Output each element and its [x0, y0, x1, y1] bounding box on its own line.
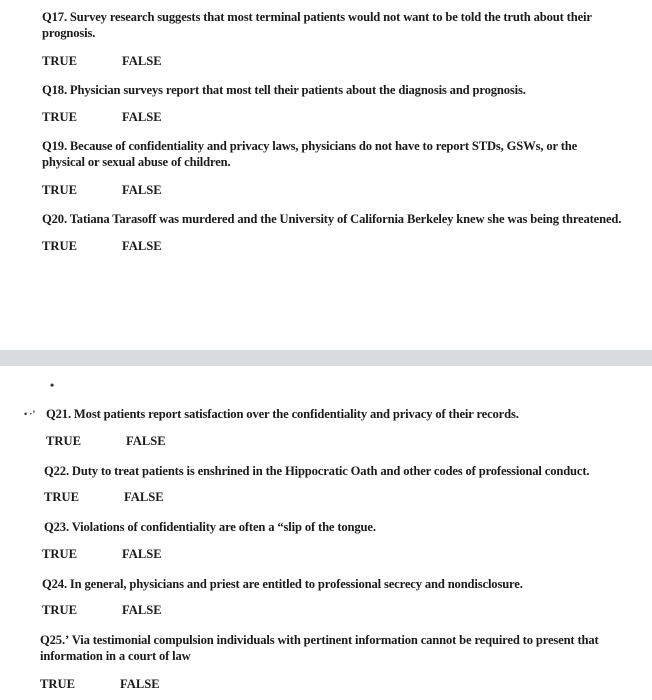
page-divider [0, 350, 652, 366]
question-q18: Q18. Physician surveys report that most tell their patients about the diagnosis and prognosis. [42, 83, 526, 97]
answer-options-q23 [42, 546, 162, 562]
question-q21: Q21. Most patients report satisfaction over the confidentiality and privacy of their records. [46, 407, 519, 421]
answer-options-q24 [42, 602, 162, 618]
true-option[interactable]: TRUE [42, 547, 77, 561]
true-option[interactable]: TRUE [42, 183, 77, 197]
question-q17: Q17. Survey research suggests that most terminal patients would not want to be told the truth about their prognosis. [42, 10, 592, 40]
false-option[interactable]: FALSE [122, 603, 162, 617]
true-option[interactable]: TRUE [44, 490, 79, 504]
true-option[interactable]: TRUE [46, 434, 81, 448]
answer-options-q22 [44, 489, 164, 505]
true-option[interactable]: TRUE [42, 239, 77, 253]
worksheet-page-2 [0, 366, 652, 700]
answer-options-q25 [40, 676, 160, 692]
false-option[interactable]: FALSE [122, 183, 162, 197]
stray-dot-mark: • [50, 378, 55, 392]
true-option[interactable]: TRUE [42, 54, 77, 68]
answer-options-q20 [42, 238, 162, 254]
false-option[interactable]: FALSE [122, 110, 162, 124]
answer-options-q21 [46, 433, 166, 449]
question-q24: Q24. In general, physicians and priest are entitled to professional secrecy and nondisclosure. [42, 577, 523, 591]
false-option[interactable]: FALSE [122, 239, 162, 253]
true-option[interactable]: TRUE [40, 677, 75, 691]
false-option[interactable]: FALSE [124, 490, 164, 504]
stray-tick-mark: • ·ʼ [24, 409, 36, 419]
question-q23: Q23. Violations of confidentiality are often a “slip of the tongue. [44, 520, 376, 534]
false-option[interactable]: FALSE [122, 54, 162, 68]
question-q20: Q20. Tatiana Tarasoff was murdered and the University of California Berkeley knew she was being threatened. [42, 212, 622, 226]
true-option[interactable]: TRUE [42, 603, 77, 617]
answer-options-q17 [42, 53, 162, 69]
question-q19: Q19. Because of confidentiality and privacy laws, physicians do not have to report STDs, GSWs, or the physical or sexual abuse of children. [42, 139, 578, 169]
false-option[interactable]: FALSE [120, 677, 160, 691]
question-q22: Q22. Duty to treat patients is enshrined in the Hippocratic Oath and other codes of professional conduct. [44, 464, 590, 478]
false-option[interactable]: FALSE [122, 547, 162, 561]
answer-options-q18 [42, 109, 162, 125]
question-q25: Q25.ʼ Via testimonial compulsion individuals with pertinent information cannot be required to present that information in a court of law [40, 633, 599, 663]
true-option[interactable]: TRUE [42, 110, 77, 124]
false-option[interactable]: FALSE [126, 434, 166, 448]
answer-options-q19 [42, 182, 162, 198]
